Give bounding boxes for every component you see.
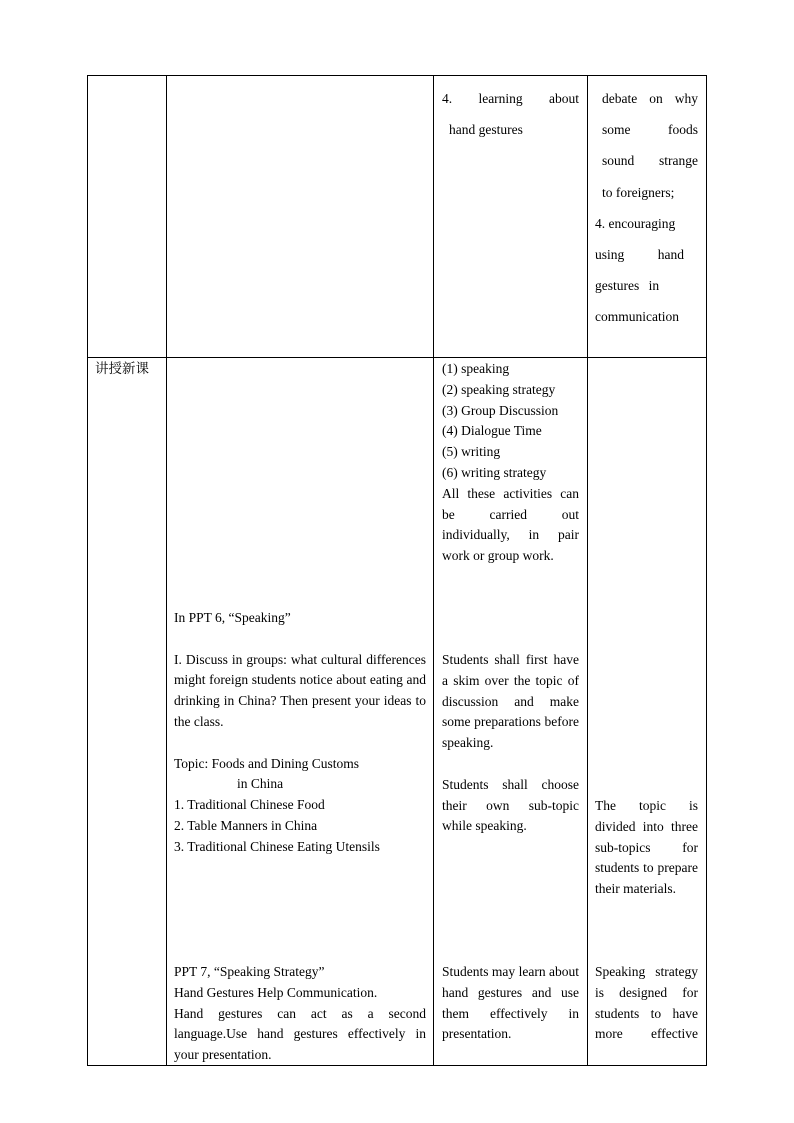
ppt6-student-1: Students shall first have a skim over the topic of discussion and make some preparations before speaking.	[442, 652, 579, 751]
purpose-line: gestures in	[595, 278, 660, 294]
ppt6-student-2: Students shall choose their own sub-topic while speaking.	[442, 776, 579, 834]
activities-note: All these activities can be carried out individually, in pair work or group work.	[442, 485, 579, 564]
activities-cell	[442, 359, 579, 567]
ppt7-student-cell	[442, 962, 579, 1045]
purpose-line: to foreigners;	[602, 184, 675, 200]
ppt6-heading: In PPT 6, “Speaking”	[174, 610, 291, 625]
ppt6-design: The topic is divided into three sub-topics for students to prepare their materials.	[595, 798, 698, 897]
section-label: 讲授新课	[95, 361, 149, 377]
ppt6-topic-cont: in China	[237, 776, 284, 792]
subtopic-item: 2. Table Manners in China	[174, 817, 318, 833]
ppt7-content-cell	[174, 962, 426, 1066]
ppt7-text: Hand gestures can act as a second language.Use hand gestures effectively in your presentation.	[174, 1005, 426, 1063]
purpose-line: some foods	[602, 122, 698, 138]
column-divider-3	[587, 75, 588, 1066]
purpose-line: 4. encouraging	[595, 215, 676, 231]
purpose-line: communication	[595, 309, 679, 325]
activity-line: 4. learning about	[442, 91, 579, 106]
subtopic-item: 1. Traditional Chinese Food	[174, 797, 325, 813]
ppt7-subheading: Hand Gestures Help Communication.	[174, 984, 378, 1000]
column-divider-2	[433, 75, 434, 1066]
subtopic-item: 3. Traditional Chinese Eating Utensils	[174, 838, 380, 854]
purpose-line: using hand	[595, 247, 684, 263]
ppt6-topic: Topic: Foods and Dining Customs	[174, 755, 360, 771]
table-left-border	[87, 75, 88, 1066]
column-divider-1	[166, 75, 167, 1066]
ppt7-heading: PPT 7, “Speaking Strategy”	[174, 964, 325, 979]
activity-item: (3) Group Discussion	[442, 402, 559, 418]
top-row-purpose-cell	[595, 83, 698, 333]
table-top-border	[87, 75, 707, 76]
activity-item: (1) speaking	[442, 361, 510, 376]
activity-item: (5) writing	[442, 444, 501, 460]
ppt7-design-cell	[595, 962, 698, 1045]
top-row-activity-cell	[442, 83, 579, 145]
activity-line: hand gestures	[449, 122, 523, 137]
activity-item: (2) speaking strategy	[442, 381, 556, 397]
ppt6-design-cell	[595, 796, 698, 900]
purpose-line: sound strange	[602, 153, 698, 169]
ppt7-student: Students may learn about hand gestures and use them effectively in presentation.	[442, 964, 579, 1042]
ppt6-content-cell	[174, 608, 426, 858]
activity-item: (6) writing strategy	[442, 464, 547, 480]
table-right-border	[706, 75, 707, 1066]
purpose-line: debate on why	[602, 91, 698, 106]
ppt7-design: Speaking strategy is designed for students to have more effective	[595, 964, 698, 1042]
activity-item: (4) Dialogue Time	[442, 423, 542, 439]
ppt6-student-cell	[442, 650, 579, 837]
ppt6-task: I. Discuss in groups: what cultural differences might foreign students notice about eating and drinking in China? Then present your ideas to the class.	[174, 651, 426, 729]
row-divider	[87, 357, 707, 358]
